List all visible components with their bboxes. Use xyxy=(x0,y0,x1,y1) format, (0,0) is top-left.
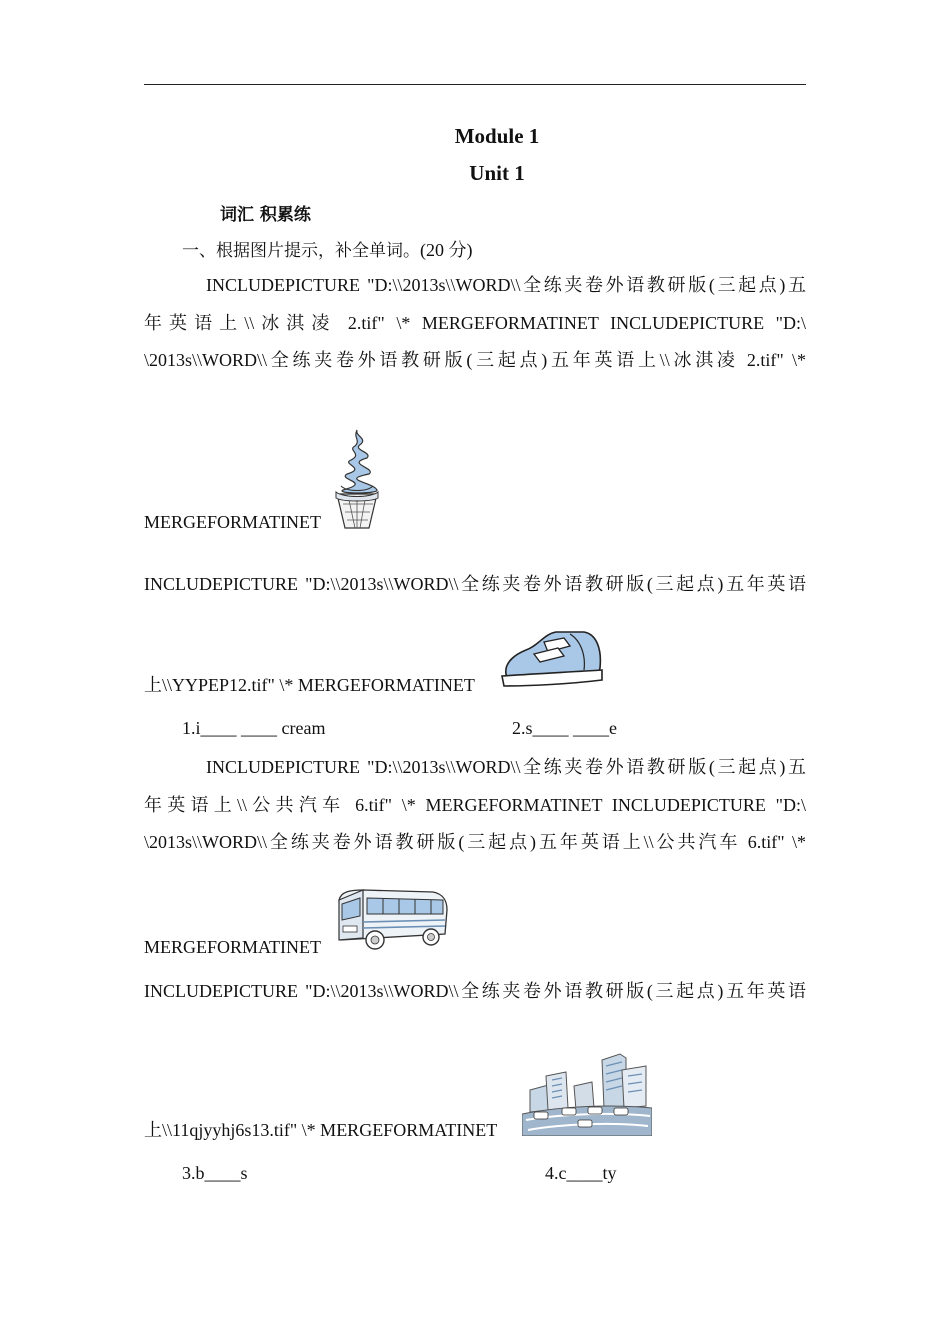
field-code-line: MERGEFORMATINET xyxy=(144,937,322,957)
module-title: Module 1 xyxy=(454,124,540,148)
field-code-line: INCLUDEPICTURE "D:\\2013s\\WORD\\全练夹卷外语教研版(三起点)五年英语 xyxy=(144,981,806,1001)
field-code-line: 上\\11qjyyhj6s13.tif" \* MERGEFORMATINET xyxy=(144,1120,498,1140)
header-rule xyxy=(144,84,806,85)
exercise-1: 1.i____ ____ cream xyxy=(182,718,326,738)
ice-cream-icon xyxy=(333,428,381,532)
field-code-line: \2013s\\WORD\\全练夹卷外语教研版(三起点)五年英语上\\公共汽车 6.tif" \* xyxy=(144,832,806,852)
field-code-line: 年英语上\\冰淇凌 2.tif" \* MERGEFORMATINET INCLUDEPICTURE "D:\ xyxy=(144,313,806,333)
field-code-line: INCLUDEPICTURE "D:\\2013s\\WORD\\全练夹卷外语教研版(三起点)五 xyxy=(206,275,806,295)
field-code-line: MERGEFORMATINET xyxy=(144,512,322,532)
unit-title: Unit 1 xyxy=(469,161,525,185)
field-code-line: \2013s\\WORD\\全练夹卷外语教研版(三起点)五年英语上\\冰淇凌 2.tif" \* xyxy=(144,350,806,370)
field-code-line: INCLUDEPICTURE "D:\\2013s\\WORD\\全练夹卷外语教研版(三起点)五 xyxy=(206,757,806,777)
exercise-4: 4.c____ty xyxy=(545,1163,617,1183)
exercise-2: 2.s____ ____e xyxy=(512,718,617,738)
city-icon xyxy=(522,1050,652,1136)
field-code-line: 年英语上\\公共汽车 6.tif" \* MERGEFORMATINET INCLUDEPICTURE "D:\ xyxy=(144,795,806,815)
exercise-3: 3.b____s xyxy=(182,1163,248,1183)
bus-icon xyxy=(333,888,451,952)
section-title: 词汇 积累练 xyxy=(220,205,311,225)
question-points: (20 分) xyxy=(420,240,473,260)
field-code-line: INCLUDEPICTURE "D:\\2013s\\WORD\\全练夹卷外语教研版(三起点)五年英语 xyxy=(144,574,806,594)
field-code-line: 上\\YYPEP12.tif" \* MERGEFORMATINET xyxy=(144,675,475,695)
shoe-icon xyxy=(500,628,606,690)
question-text: 一、根据图片提示，补全单词。 xyxy=(182,241,420,261)
question-heading xyxy=(182,236,844,262)
